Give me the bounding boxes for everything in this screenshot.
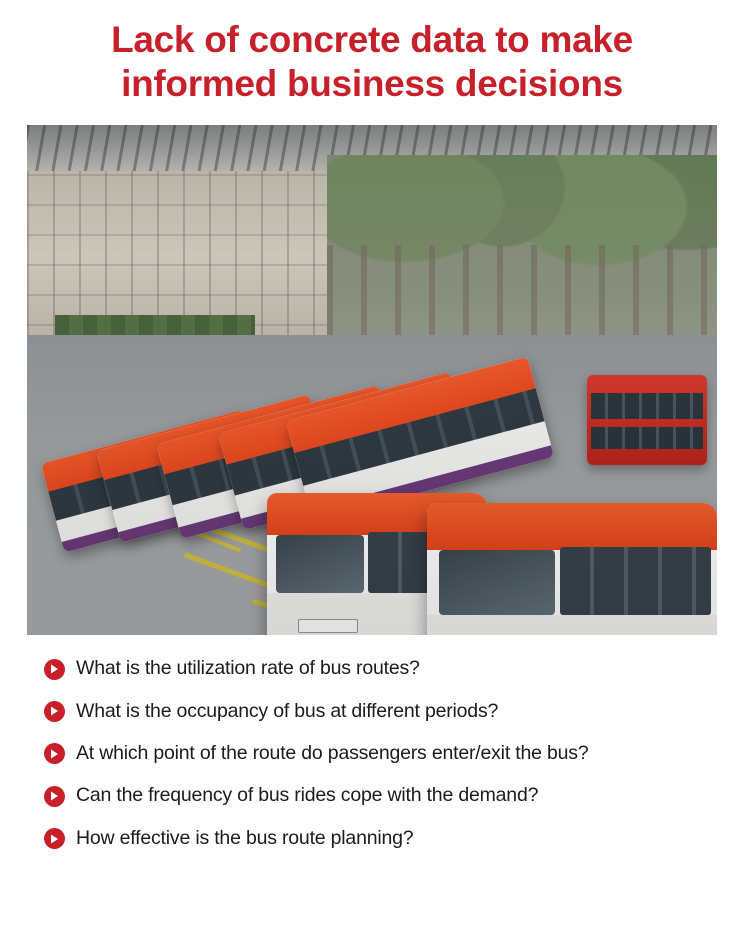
bus-license-plate xyxy=(298,619,358,633)
bus-window-row xyxy=(591,393,703,419)
red-double-decker-bus xyxy=(587,375,707,465)
play-circle-icon xyxy=(44,701,65,722)
bus-roof xyxy=(427,503,717,550)
bus-window-row xyxy=(591,427,703,449)
bus-windshield xyxy=(276,535,364,593)
bus-front-panel xyxy=(427,615,717,635)
list-item xyxy=(44,827,700,850)
question-list xyxy=(44,657,700,850)
bus-windshield xyxy=(439,550,555,615)
play-circle-icon xyxy=(44,659,65,680)
bus-depot-photo xyxy=(27,125,717,635)
foreground-bus xyxy=(427,503,717,635)
page-title xyxy=(0,0,744,105)
list-item-label: What is the utilization rate of bus routes? xyxy=(76,657,420,680)
photo-scene xyxy=(27,125,717,635)
bus-side-windows xyxy=(560,547,711,615)
page-title-line-1: Lack of concrete data to make xyxy=(111,19,633,60)
list-item xyxy=(44,742,700,765)
list-item-label: At which point of the route do passengers enter/exit the bus? xyxy=(76,742,589,765)
page-title-line-2: informed business decisions xyxy=(121,62,623,104)
list-item-label: How effective is the bus route planning? xyxy=(76,826,414,849)
list-item-label: Can the frequency of bus rides cope with the demand? xyxy=(76,784,539,807)
list-item-label: What is the occupancy of bus at different periods? xyxy=(76,699,499,722)
play-circle-icon xyxy=(44,828,65,849)
list-item xyxy=(44,657,700,680)
list-item xyxy=(44,700,700,723)
list-item xyxy=(44,784,700,807)
play-circle-icon xyxy=(44,743,65,764)
play-circle-icon xyxy=(44,786,65,807)
